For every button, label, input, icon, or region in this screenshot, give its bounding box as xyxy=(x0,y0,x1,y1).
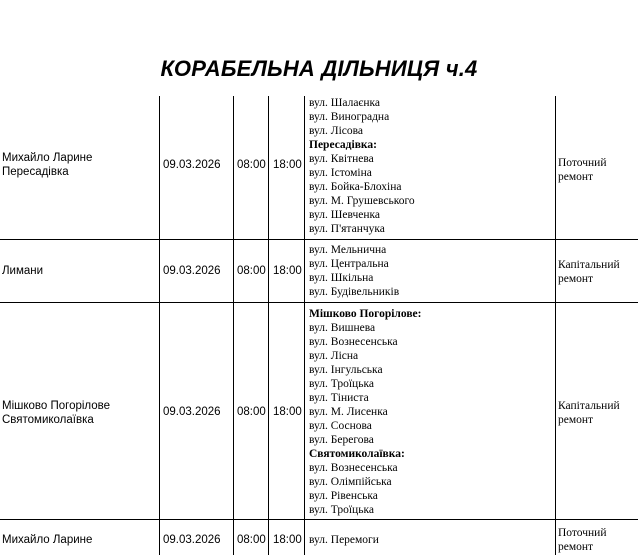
table-row-start: 08:00 xyxy=(237,159,266,171)
table-row-end: 18:00 xyxy=(273,534,302,546)
table-row-location: Михайло Ларине xyxy=(2,534,93,546)
table-border xyxy=(0,302,638,303)
table-row-location: Мішково Погорілове Святомиколаївка xyxy=(2,400,111,426)
table-row-start: 08:00 xyxy=(237,406,266,418)
table-row-streets: вул. Перемоги xyxy=(309,534,379,546)
table-border xyxy=(304,96,305,555)
table-border xyxy=(268,96,269,555)
table-row-start: 08:00 xyxy=(237,534,266,546)
table-row-end: 18:00 xyxy=(273,406,302,418)
table-border xyxy=(0,519,638,520)
table-border xyxy=(555,96,556,555)
table-border xyxy=(159,96,160,555)
table-row-work-type: Капітальний ремонт xyxy=(558,259,620,285)
table-row-date: 09.03.2026 xyxy=(163,159,221,171)
table-row-work-type: Поточний ремонт xyxy=(558,157,607,183)
table-row-streets: вул. Шалаєнка вул. Виноградна вул. Лісова Пересадівка: вул. Квітнева вул. Істоміна вул. Бойка-Блохіна вул. М. Грушевського вул. Шевченка вул. П'ятанчука xyxy=(309,97,415,235)
table-row-date: 09.03.2026 xyxy=(163,265,221,277)
table-row-work-type: Поточний ремонт xyxy=(558,527,607,553)
table-row-location: Михайло Ларине Пересадівка xyxy=(2,152,93,178)
table-row-streets: вул. Мельнична вул. Центральна вул. Шкільна вул. Будівельників xyxy=(309,244,400,298)
table-row-end: 18:00 xyxy=(273,159,302,171)
table-row-streets: Мішково Погорілове: вул. Вишнева вул. Вознесенська вул. Лісна вул. Інгульська вул. Троїцька вул. Тіниста вул. М. Лисенка вул. Соснова вул. Берегова Святомиколаївка: вул. Вознесенська вул. Олімпійська вул. Рівенська вул. Троїцька xyxy=(309,308,422,516)
table-row-work-type: Капітальний ремонт xyxy=(558,400,620,426)
table-border xyxy=(233,96,234,555)
table-row-start: 08:00 xyxy=(237,265,266,277)
table-border xyxy=(0,239,638,240)
page-title: КОРАБЕЛЬНА ДІЛЬНИЦЯ ч.4 xyxy=(160,56,478,81)
table-row-date: 09.03.2026 xyxy=(163,534,221,546)
table-row-location: Лимани xyxy=(2,265,44,277)
table-row-end: 18:00 xyxy=(273,265,302,277)
table-row-date: 09.03.2026 xyxy=(163,406,221,418)
